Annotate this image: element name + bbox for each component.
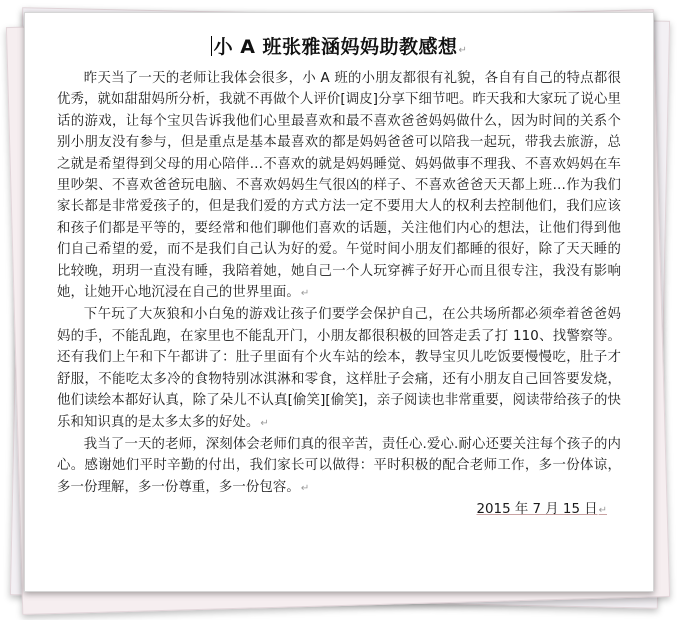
paragraph-mark-icon: ↵	[300, 288, 310, 300]
paragraph-mark-icon: ↵	[598, 505, 607, 517]
text-cursor	[211, 36, 212, 56]
document-date: 2015 年 7 月 15 日↵	[476, 502, 607, 518]
page-title	[57, 35, 621, 63]
paragraph-mark-icon: ↵	[260, 417, 269, 429]
paragraph-3: 我当了一天的老师，深刻体会老师们真的很辛苦，责任心.爱心.耐心还要关注每个孩子的内心。感谢她们平时辛勤的付出，我们家长可以做得：平时积极的配合老师工作，多一份体谅，多一份理解，多一份尊重，多一份包容。↵	[57, 436, 621, 495]
title-text: 小 A 班张雅涵妈妈助教感想	[213, 36, 458, 58]
paragraph-mark-icon: ↵	[458, 45, 468, 56]
paragraph-1: 昨天当了一天的老师让我体会很多，小 A 班的小朋友都很有礼貌，各自有自己的特点都很优秀，就如甜甜妈所分析，我就不再做个人评价[调皮]分享下细节吧。昨天我和大家玩了说心里话的游戏，让每个宝贝告诉我他们心里最喜欢和最不喜欢爸爸妈妈做什么，因为时间的关系个别小朋友没有参与，但是重点是基本最喜欢的都是妈妈爸爸可以陪我一起玩，带我去旅游，总之就是希望得到父母的用心陪伴…不喜欢的就是妈妈睡觉、妈妈做事不理我、不喜欢妈妈在车里吵架、不喜欢爸爸玩电脑、不喜欢妈妈生气很凶的样子、不喜欢爸爸天天都上班…作为我们家长都是非常爱孩子的，但是我们爱的方式方法一定不要用大人的权利去控制他们，我们应该和孩子们都是平等的，要经常和他们聊他们喜欢的话题，关注他们内心的想法，让他们得到他们自己希望的爱，而不是我们自己认为好的爱。午觉时间小朋友们都睡的很好，除了天天睡的比较晚，玥玥一直没有睡，我陪着她，她自己一个人玩穿裤子好开心而且很专注，我没有影响她，让她开心地沉浸在自己的世界里面。↵	[57, 71, 621, 301]
paragraph-mark-icon: ↵	[300, 482, 310, 494]
document-page	[24, 12, 654, 592]
paragraph-2: 下午玩了大灰狼和小白兔的游戏让孩子们要学会保护自己，在公共场所都必须牵着爸爸妈妈的手，不能乱跑，在家里也不能乱开门，小朋友都很积极的回答走丢了打 110、找警察等。 还有我们上午和下午都讲了：肚子里面有个火车站的绘本，教导宝贝儿吃饭要慢慢吃，肚子才舒服，不能吃太多冷的食物特别冰淇淋和零食，这样肚子会痛，还有小朋友自己回答要发烧，他们读绘本都好认真，除了朵儿不认真[偷笑][偷笑]，亲子阅读也非常重要，阅读带给孩子的快乐和知识真的是太多太多的好处。↵	[57, 307, 621, 430]
